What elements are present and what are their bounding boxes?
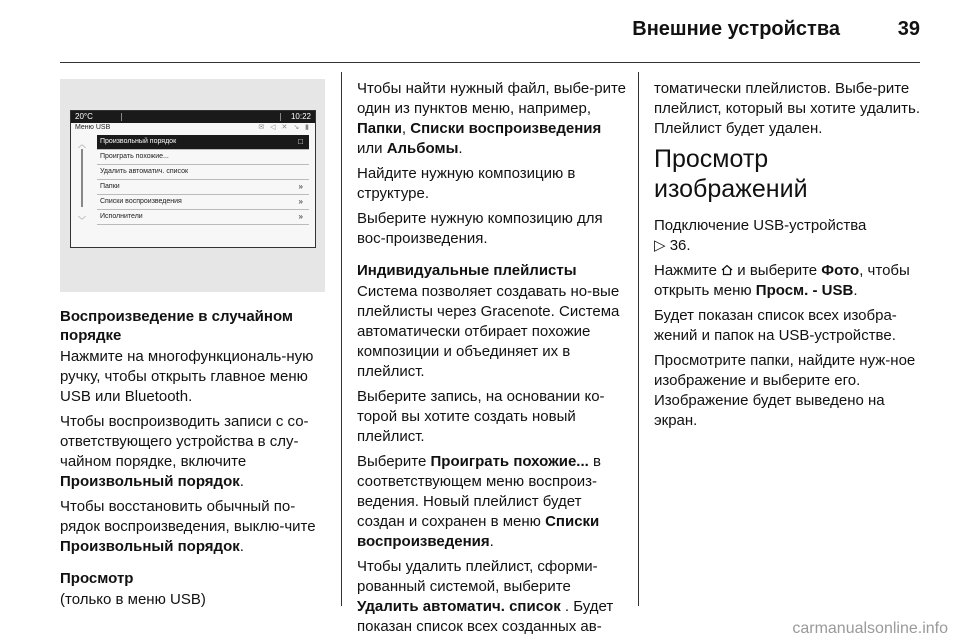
paragraph: Выберите Проиграть похожие... в соответствующем меню воспроиз-ведения. Новый плейлист будет создан и сохранен в меню Списки воспроизведения.	[357, 453, 601, 550]
clock-readout: 10:22	[290, 112, 311, 121]
column-3	[654, 79, 924, 436]
menu-item-delete-auto-list[interactable]	[97, 165, 309, 180]
menu-item-label: Проиграть похожие...	[100, 153, 169, 160]
column-divider	[341, 72, 342, 606]
paragraph: Выберите нужную композицию для вос-произведения.	[357, 210, 603, 247]
page-title: Внешние устройства	[632, 18, 840, 40]
paragraph: томатически плейлистов. Выбе-рите плейлист, который вы хотите удалить. Плейлист будет удален.	[654, 80, 921, 137]
paragraph: Чтобы удалить плейлист, сформи-рованный системой, выберите Удалить автоматич. список . Будет показан список всех созданных ав-	[357, 558, 614, 635]
menu-item-label: Произвольный порядок	[100, 138, 177, 145]
page-ref-icon: ▷	[654, 237, 666, 254]
paragraph: Чтобы воспроизводить записи с со-ответствующего устройства в слу-чайном порядке, включите Произвольный порядок.	[60, 413, 309, 490]
paragraph: Подключение USB-устройства ▷ 36.	[654, 217, 867, 254]
scroll-down-icon[interactable]: ﹀	[78, 216, 86, 225]
column-2	[357, 79, 627, 642]
menu-item-artists[interactable]	[97, 210, 309, 225]
column-1	[60, 79, 325, 615]
menu-title	[71, 123, 315, 133]
status-bar	[71, 111, 315, 123]
menu-item-label: Папки	[100, 183, 120, 190]
menu-item-label: Исполнители	[100, 213, 143, 220]
heading-playlists: Индивидуальные плейлисты	[357, 262, 577, 279]
chevron-right-icon: »	[298, 197, 303, 206]
paragraph: (только в меню USB)	[60, 591, 206, 608]
chevron-right-icon: »	[298, 182, 303, 191]
scroll-up-icon[interactable]: ︿	[78, 140, 86, 149]
status-separator	[280, 113, 281, 121]
scrollbar[interactable]	[81, 149, 83, 207]
paragraph: Нажмите на многофункциональ-ную ручку, чтобы открыть главное меню USB или Bluetooth.	[60, 348, 314, 405]
paragraph: Выберите запись, на основании ко-торой вы хотите создать новый плейлист.	[357, 388, 605, 445]
usb-menu-screenshot	[60, 79, 325, 292]
temperature-readout: 20°C	[75, 112, 93, 121]
menu-item-shuffle[interactable]	[97, 135, 309, 150]
header-divider	[60, 62, 920, 63]
menu-item-label: Удалить автоматич. список	[100, 168, 189, 175]
menu-title-text: Меню USB	[75, 124, 111, 131]
paragraph: Чтобы найти нужный файл, выбе-рите один из пунктов меню, например, Папки, Списки воспроизведения или Альбомы.	[357, 80, 627, 157]
paragraph: Нажмите и выберите Фото, чтобы открыть меню Просм. - USB.	[654, 262, 910, 299]
paragraph: Будет показан список всех изобра-жений и папок на USB-устройстве.	[654, 307, 897, 344]
display-screen	[70, 110, 316, 248]
home-icon	[721, 264, 733, 276]
menu-item-play-similar[interactable]	[97, 150, 309, 165]
page-number: 39	[897, 18, 920, 40]
menu-item-label: Списки воспроизведения	[100, 198, 182, 205]
column-divider	[638, 72, 639, 606]
status-separator	[121, 113, 122, 121]
watermark: carmanualsonline.info	[792, 620, 948, 637]
paragraph: Чтобы восстановить обычный по-рядок воспроизведения, выклю-чите Произвольный порядок.	[60, 498, 316, 555]
heading-view-images: Просмотр изображений	[654, 145, 808, 203]
paragraph: Система позволяет создавать но-вые плейлисты через Gracenote. Система автоматически отбирает похожие композиции и объединяет их в плейлист.	[357, 283, 620, 380]
checkbox-icon: □	[298, 137, 303, 146]
heading-shuffle: Воспроизведение в случайном порядке	[60, 308, 294, 344]
menu-item-playlists[interactable]	[97, 195, 309, 210]
paragraph: Просмотрите папки, найдите нуж-ное изображение и выберите его. Изображение будет выведено на экран.	[654, 352, 916, 429]
menu-item-folders[interactable]	[97, 180, 309, 195]
usb-menu-list	[97, 135, 309, 225]
status-icons: ✉ ◁ ✕ ↘ ▮	[258, 124, 311, 131]
paragraph: Найдите нужную композицию в структуре.	[357, 165, 576, 202]
heading-browse: Просмотр	[60, 570, 134, 587]
chevron-right-icon: »	[298, 212, 303, 221]
page-header	[0, 0, 960, 60]
